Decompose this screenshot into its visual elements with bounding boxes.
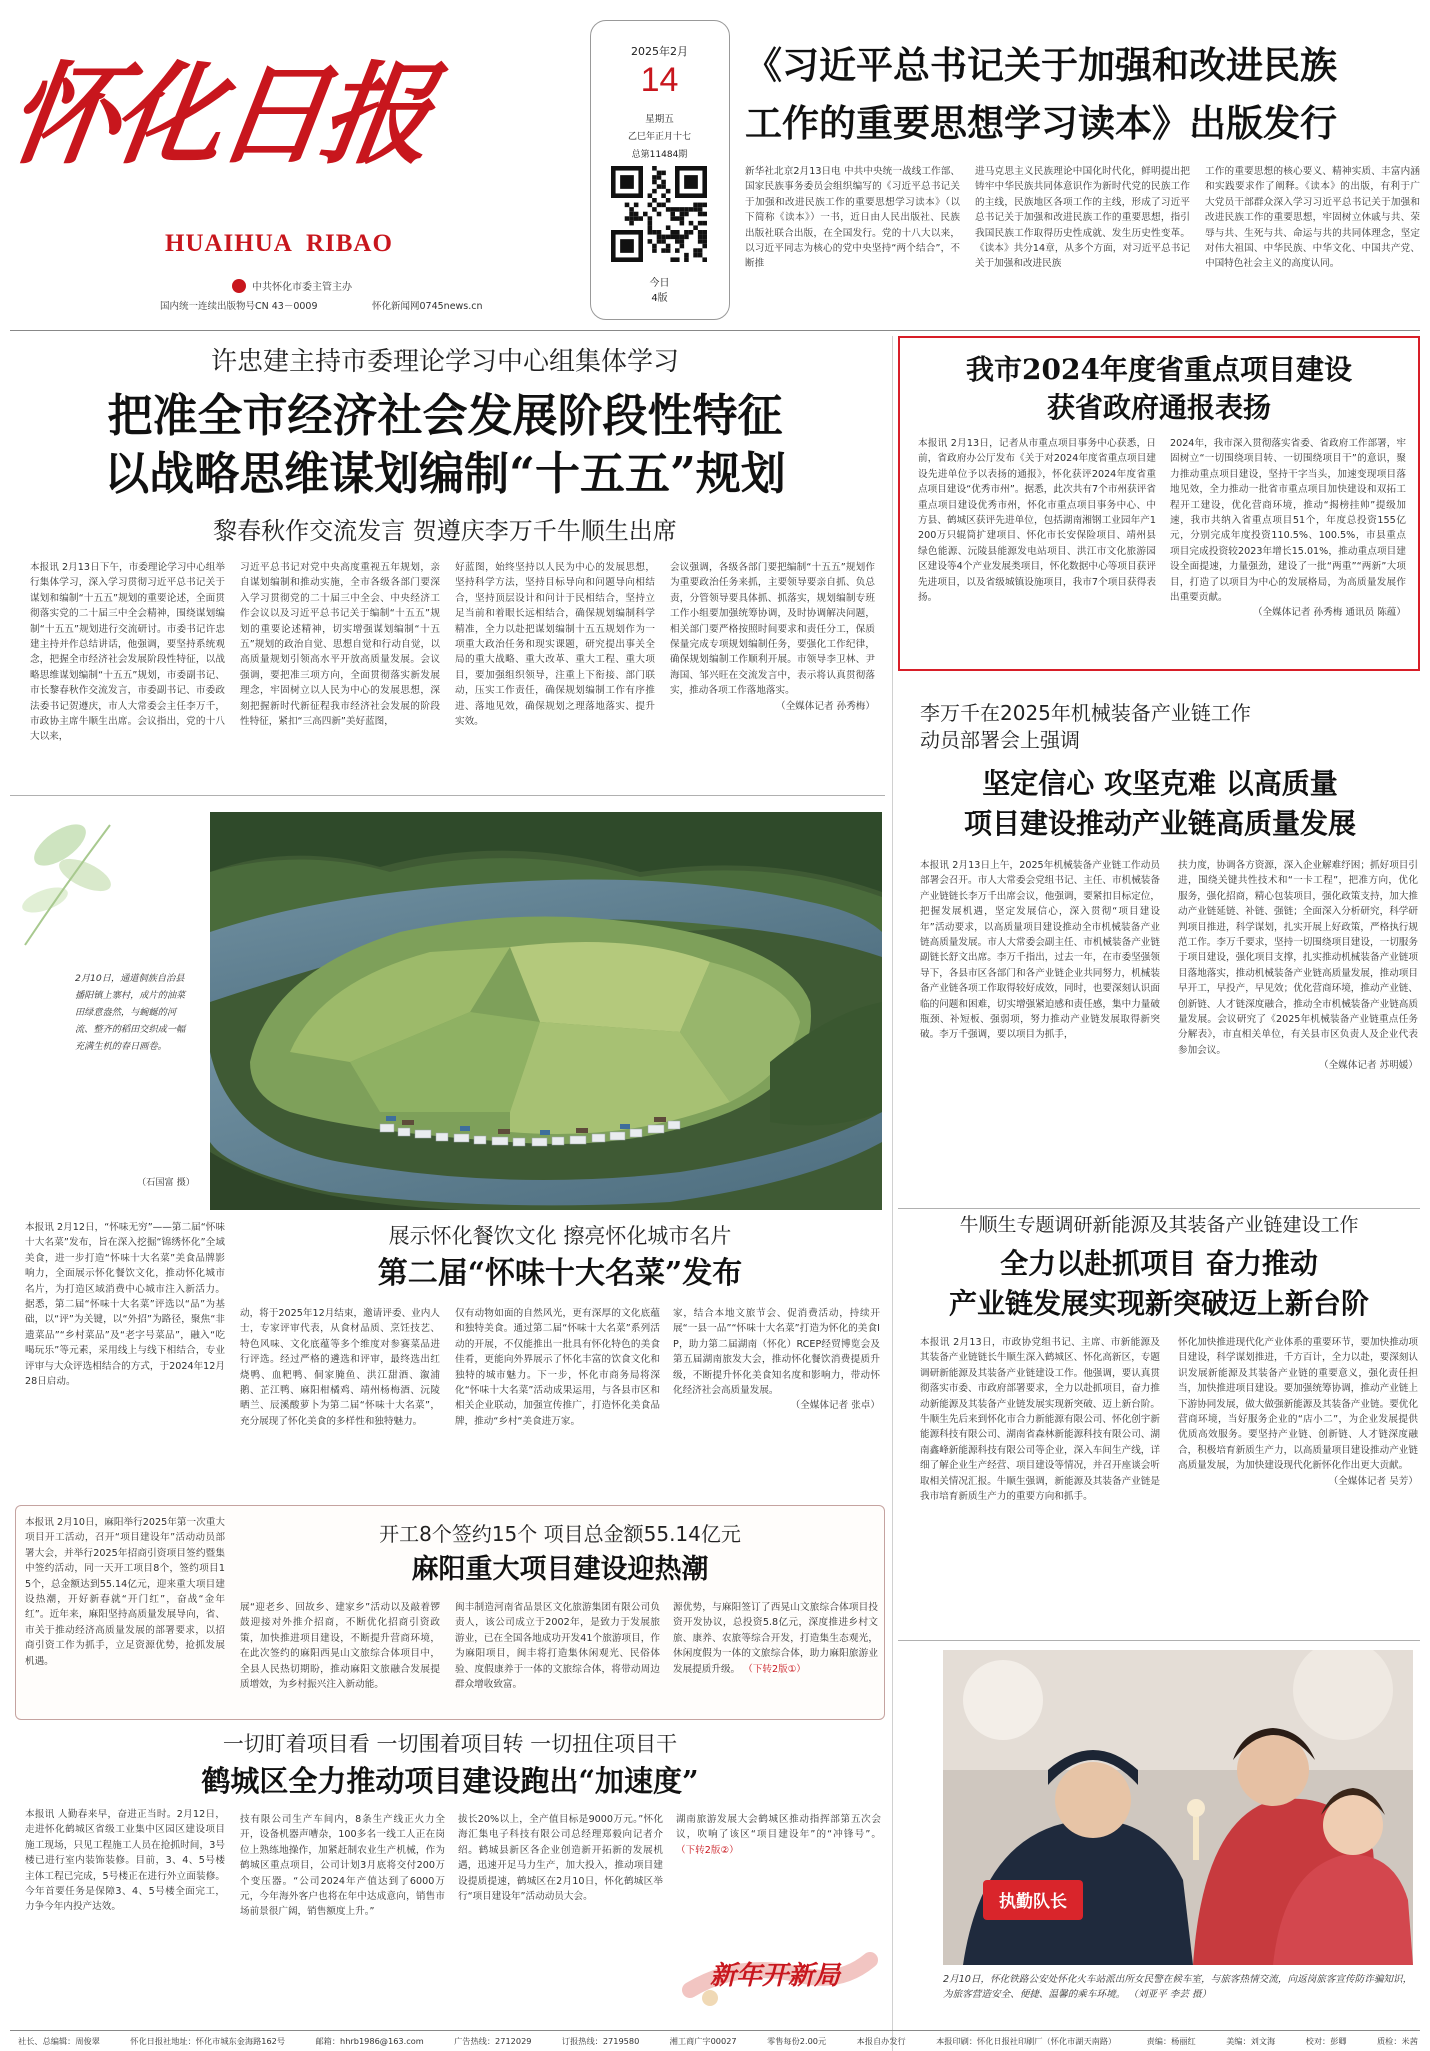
date-box	[590, 20, 730, 320]
mayang-continue-link[interactable]: （下转2版①）	[743, 1663, 806, 1675]
footer-qc: 质检：米茜	[1376, 2036, 1418, 2046]
sponsor: 中共怀化市委主管主办	[252, 282, 352, 293]
footer-email[interactable]: 邮箱：hhrb1986@163.com	[315, 2036, 424, 2046]
photo1-credit: （石国富 摄）	[136, 1177, 195, 1188]
year-month: 2025年2月	[631, 45, 688, 58]
mayang-title: 麻阳重大项目建设迎热潮	[411, 1554, 709, 1585]
day-number: 14	[640, 61, 679, 99]
study-subtitle: 黎春秋作交流发言 贺遵庆李万千牛顺生出席	[213, 517, 677, 545]
study-col4	[670, 560, 875, 778]
dish-text-3: 仅有动物如面的自然风光，更有深厚的文化底蕴和独特美食。通过第二届“怀味十大名菜”系列活动的开展，不仅能推出一批具有怀化特色的美食佳肴，更能向外界展示了怀化丰富的饮食文化和独特的城市魅力。下一步，怀化市商务局将深化“怀味十大名菜”活动成果运用，与各县市区和相关企业联动，加强宣传推广，打造怀化美食品牌，推动“乡村“美食进万家。	[455, 1308, 660, 1427]
study-credit: （全媒体记者 孙秀梅）	[776, 700, 875, 712]
dish-kicker: 展示怀化餐饮文化 擦亮怀化城市名片	[388, 1224, 732, 1248]
new-year-banner-text: 新年开新局	[710, 1961, 841, 1991]
energy-col1	[920, 1335, 1160, 1635]
dish-title: 第二届“怀味十大名菜”发布	[377, 1256, 743, 1291]
photo1-caption: 2月10日，通道侗族自治县播阳镇上寨村，成片的油菜田绿意盎然，与蜿蜒的河流、整齐的稻田交织成一幅充满生机的春日画卷。	[75, 973, 186, 1052]
masthead-rule	[10, 330, 1420, 331]
energy-title-line2: 产业链发展实现新突破迈上新台阶	[948, 1287, 1369, 1320]
study-col1	[30, 560, 225, 778]
dish-col2	[240, 1306, 440, 1494]
energy-credit: （全媒体记者 吴芳）	[1328, 1475, 1418, 1487]
hecheng-text-3: 拔长20%以上，全产值目标是9000万元。”怀化海汇集电子科技有限公司总经理郑毅向记者介绍。鹤城县新区各企业创造新开拓新的发展机遇，迅速开足马力生产，加大投入，推动项目建设提质提速，鹤城区在2月10日，怀化鹤城区举行“项目建设年”活动动员大会。	[458, 1814, 663, 1903]
footer	[18, 2034, 1418, 2048]
masthead	[0, 0, 1430, 330]
award-text-2: 2024年，我市深入贯彻落实省委、省政府工作部署，牢固树立“一切围绕项目转、一切围绕项目干”的意识，聚力推动重点项目建设，坚持干字当头，加速变现项目落地见效，全力推动一批省市重点项目加快建设和双拓工程开工建设，优化营商环境，推动“揭榜挂帅”提级加速，我市共纳入省重点项目51个，年度总投资155亿元，分别完成年度投资110.5%、100.5%，市县重点项目完成投资较2023年增长15.01%，推动重点项目建设全面提速，力量强劲，建设了一批“两重”“两新”大项目，打造了以项目为中心的发展格局，为高质量发展作出重要贡献。	[1170, 438, 1406, 604]
hecheng-title: 鹤城区全力推动项目建设跑出“加速度”	[201, 1764, 699, 1798]
machinery-text-2: 扶力度，协调各方资源，深入企业解难纾困；抓好项目引进，围绕关键共性技术和“一卡工程”，把准方向，优化服务，强化招商，精心包装项目，强化政策支持，加大推动产业链延链、补链、强链；全面深入分析研究，科学研判项目推进，科学谋划，扎实开展上好政策，严格执行规范工作。李万千要求，坚持一切围绕项目建设，一切服务于项目建设，强化项目支撑，扎实推动机械装备产业链项目落地落实，推动机械装备产业链高质量发展，推动项目早开工，早投产，早见效；优化营商环境，推动产业链、创新链、人才链深度融合，推动全市机械装备产业链高质量发展。会议研究了《2025年机械装备产业链重点任务分解表》，市直相关单位，有关县市区负责人及企业代表参加会议。	[1178, 860, 1418, 1056]
photo1-caption-box	[15, 805, 200, 1205]
award-credit: （全媒体记者 孙秀梅 通讯员 陈蕴）	[1252, 607, 1406, 619]
footer-art-editor: 美编：刘文海	[1226, 2036, 1276, 2046]
hecheng-col4	[676, 1812, 881, 1907]
machinery-text-1: 本报讯 2月13日上午，2025年机械装备产业链工作动员部署会召开。市人大常委会党组书记、主任、市机械装备产业链链长李万千出席会议，他强调，要紧扣目标定位，把握发展机遇，坚定发展信心，深入贯彻“项目建设年”活动要求，以高质量项目建设推动全市机械装备产业链高质量发展。市人大常委会副主任、市机械装备产业链副链长舒文出席。李万千指出，过去一年，在市委坚强领导下，各县市区各部门和各产业链企业共同努力，机械装备产业链各项工作取得较好成效，同时，也要深刻认识面临的问题和困难，切实增强紧迫感和责任感，集中力量破瓶颈、补短板、强弱项，努力推动产业链发展取得新突破。李万千强调，要以项目为抓手，	[920, 860, 1160, 1041]
energy-text-2: 怀化加快推进现代化产业体系的重要环节，要加快推动项目建设，科学谋划推进，千方百计，全力以赴，要深刻认识发展新能源及其装备产业链的重要意义，强化责任担当，加快推进项目建设。要加强统筹协调，推动产业链上下游协同发展，做大做强新能源及其装备产业链。要优化营商环境，当好服务企业的“店小二”，为企业发展提供优质高效服务。要坚持产业链、创新链、人才链深度融合，积极培育新质生产力，以高质量项目建设推动产业链高质量发展，为加快建设现代化新怀化作出更大贡献。	[1178, 1337, 1418, 1472]
new-year-banner	[680, 1920, 880, 2020]
dish-text-1: 本报讯 2月12日，“怀味无穷”——第二届“怀味十大名菜”发布，旨在深入挖掘“锦绣怀化”全域美食，进一步打造“怀味十大名菜”美食品牌影响力，全面展示怀化餐饮文化，推动怀化城市名片，为打造区域消费中心城市注入新活力。据悉，第二届“怀味十大名菜”评选以“品”为基础，以“评”为关键，以“外招”为路径，聚焦“非遗菜品”“乡村菜品”及“老字号菜品”，融入“吃喝玩乐”等元素，采用线上与线下相结合，专业评审与大众评选相结合的方式，于2024年12月28日启动。	[25, 1222, 225, 1388]
right-rule-b	[898, 1640, 1420, 1641]
vertical-rule-right	[892, 336, 893, 2051]
mayang-kicker: 开工8个签约15个 项目总金额55.14亿元	[379, 1522, 741, 1546]
dish-text-2: 动，将于2025年12月结束，邀请评委、业内人士，专家评审代表，从食材品质、烹饪技艺、特色风味、文化底蕴等多个维度对参赛菜品进行评选。经过严格的遴选和评审，最终选出红烧鸭、血粑鸭、侗家腌鱼、洪江甜酒、溆浦鹅、芷江鸭、麻阳柑橘鸡、靖州杨梅酒、沅陵晒兰、辰溪酸萝卜为第二届“怀味十大名菜”，充分展现了怀化美食的多样性和独特魅力。	[240, 1308, 440, 1427]
study-text-3: 好蓝图，始终坚持以人民为中心的发展思想，坚持科学方法，坚持目标导向和问题导向相结合，坚持顶层设计和问计于民相结合，坚持立足当前和着眼长远相结合，确保规划编制科学精准，全力以赴把谋划编制十五五规划作为一项重大政治任务和现实课题，研究提出事关全局的重大战略、重大改革、重大工程、重大项目，要加强组织领导，注重上下衔接、部门联动，压实工作责任，确保规划编制工作有序推进、落地见效，确保规划之理落地落实、提升实效。	[455, 562, 655, 728]
footer-editor: 社长、总编辑：周俊翠	[18, 2036, 100, 2046]
dish-col4	[673, 1306, 880, 1494]
study-text-2: 习近平总书记对党中央高度重视五年规划，亲自谋划编制和推动实施，全市各级各部门要深入学习贯彻党的二十届三中全会、中央经济工作会议以及习近平总书记关于编制“十五五”规划的重要论述精神，切实增强谋划编制“十五五”规划的政治自觉、思想自觉和行动自觉，以高质量规划引领高水平开放高质量发展。会议强调，要把准三项方向，全面贯彻落实新发展理念，牢固树立以人民为中心的发展思想，深刻把握新时代新征程我市经济社会发展的阶段性特征，紧扣“三高四新”美好蓝图，	[240, 562, 440, 728]
lead-col2: 进马克思主义民族理论中国化时代化，鲜明提出把铸牢中华民族共同体意识作为新时代党的民族工作的主线，民族地区各项工作的主线，形成了习近平总书记关于加强和改进民族工作的重要思想，指引我国民族工作取得历史性成就、发生历史性变革。《读本》共分14章，从多个方面，对习近平总书记关于加强和改进民族	[975, 166, 1190, 270]
award-title-line2: 获省政府通报表扬	[1046, 391, 1271, 424]
mayang-col2	[240, 1600, 440, 1712]
energy-kicker: 牛顺生专题调研新能源及其装备产业链建设工作	[959, 1214, 1359, 1236]
hecheng-col1	[25, 1745, 225, 2025]
mayang-text-4: 源优势，与麻阳签订了西晃山文旅综合体项目投资开发协议，总投资5.8亿元，深度推进乡村文旅、康养、农旅等综合开发，打造集生态观光，休闲度假为一体的文旅综合体，助力麻阳旅游业发展提质升级。	[673, 1602, 878, 1675]
award-col2	[1170, 436, 1406, 662]
study-col2	[240, 560, 440, 778]
dish-col3	[455, 1306, 660, 1494]
machinery-col2	[1178, 858, 1418, 1200]
lead-title-line2: 工作的重要思想学习读本》出版发行	[745, 101, 1337, 145]
footer-license: 湘工商广字00027	[669, 2036, 737, 2046]
mayang-text-1: 本报讯 2月10日，麻阳举行2025年第一次重大项目开工活动，召开“项目建设年”活动动员部署大会，并举行2025年招商引资项目签约暨集中签约活动，同一天开工项目8个，签约项目15个，总金额达到55.14亿元，迎来重大项目建设热潮，开好新春就“开门红”，奋战“金年红”。近年来，麻阳坚持高质量发展导向，省、市关于推动经济高质量发展的部署要求，以招商引资工作为抓手，立足资源优势，抢抓发展机遇。	[25, 1517, 225, 1667]
issue-number: 总第11484期	[631, 150, 688, 160]
study-text-4: 会议强调，各级各部门要把编制“十五五”规划作为重要政治任务来抓，主要领导要亲自抓、负总责，分管领导要具体抓、抓落实，规划编制专班工作小组要加强统筹协调，及时协调解决问题，相关部门要严格按照时间要求和责任分工，保质保量完成专项规划编制任务，要强化工作纪律，确保规划编制工作顺利开展。市领导李卫林、尹海国、邹兴旺在交流发言中，表示将认真贯彻落实，推动各项工作落地落实。	[670, 562, 875, 697]
energy-text-1: 本报讯 2月13日，市政协党组书记、主席、市新能源及其装备产业链链长牛顺生深入鹤城区、怀化高新区，专题调研新能源及其装备产业链建设工作。他强调，要认真贯彻落实市委、市政府部署要求，全力以赴抓项目，奋力推动新能源及其装备产业链发展实现新突破、迈上新台阶。牛顺生先后来到怀化市合力新能源有限公司、怀化创宇新能源科技有限公司、湖南省森林新能源科技有限公司、湖南鑫峰新能源科技有限公司等企业，深入车间生产线，详细了解企业生产经营、项目建设等情况，并召开座谈会听取相关情况汇报。牛顺生强调，新能源及其装备产业链是我市培育新质生产力的重要方向和抓手。	[920, 1337, 1160, 1503]
lead-title-line1: 《习近平总书记关于加强和改进民族	[745, 43, 1337, 87]
lunar-date: 乙巳年正月十七	[627, 132, 691, 142]
hecheng-col3	[458, 1812, 663, 2024]
study-kicker: 许忠建主持市委理论学习中心组集体学习	[210, 347, 679, 377]
photo2-police[interactable]	[943, 1650, 1413, 1965]
study-title-line2: 以战略思维谋划编制“十五五”规划	[104, 447, 786, 500]
footer-ad-hotline: 广告热线：2712029	[454, 2036, 532, 2046]
machinery-kicker-line1: 李万千在2025年机械装备产业链工作	[920, 701, 1251, 725]
footer-duty-editor: 责编：杨丽红	[1146, 2036, 1196, 2046]
photo2-credit: （刘亚平 李芸 摄）	[1128, 1989, 1212, 2001]
photo2-badge: 执勤队长	[999, 1892, 1067, 1912]
mayang-text-3: 闽丰制造河南省品景区文化旅游集团有限公司负责人，该公司成立于2002年，是致力于发展旅游业，已在全国各地成功开发41个旅游项目，作为麻阳项目，闽丰将打造集休闲观光、民俗体验、度假康养于一体的文旅综合体，将带动周边群众增收致富。	[455, 1602, 660, 1691]
mayang-text-2: 展“迎老乡、回故乡、建家乡”活动以及敲着锣鼓迎接对外推介招商，不断优化招商引资政策，加快推进项目建设，不断提升营商环境，在此次签约的麻阳西晃山文旅综合体项目中，全县人民热切期盼，推动麻阳文旅融合发展提质增效，为乡村振兴注入新动能。	[240, 1602, 440, 1691]
energy-col2	[1178, 1335, 1418, 1635]
masthead-title: 怀化日报	[1, 50, 436, 179]
footer-printer: 本报印刷：怀化日报社印刷厂（怀化市湖天南路）	[936, 2036, 1117, 2046]
energy-title-line1: 全力以赴抓项目 奋力推动	[1000, 1247, 1318, 1280]
lead-col3: 工作的重要思想的核心要义、精神实质、丰富内涵和实践要求作了阐释。《读本》的出版，有利于广大党员干部群众深入学习习近平总书记关于加强和改进民族工作的重要思想，牢固树立休戚与共、荣辱与共、生死与共、命运与共的共同体理念，坚定对伟大祖国、中华民族、中华文化、中国共产党、中国特色社会主义的高度认同。	[1205, 166, 1420, 270]
machinery-title-line2: 项目建设推动产业链高质量发展	[963, 807, 1356, 840]
hecheng-continue-link[interactable]: （下转2版②）	[676, 1844, 739, 1856]
hecheng-text-2: 技有限公司生产车间内，8条生产线正火力全开，设备机器声嘈杂，100多名一线工人正在岗位上熟练地操作，加紧赶制农业生产机械，作为鹤城区重点项目，公司计划3月底将交付200万个变压器。“公司2024年产值达到了6000万元，今年海外客户也将在年中达成意向，销售市场前景很广阔，销售额度上升。”	[240, 1814, 445, 1918]
masthead-pinyin: HUAIHUA RIBAO	[165, 230, 393, 257]
mayang-col1	[25, 1515, 225, 1713]
dish-text-4: 家，结合本地文旅节会、促消费活动，持续开展“一县一品”“怀味十大名菜”打造为怀化的美食IP，助力第二届湖南（怀化）RCEP经贸博览会及第五届湖南旅发大会，推动怀化餐饮消费提质升级，不断提升怀化美食知名度和影响力，带动怀化经济社会高质量发展。	[673, 1308, 880, 1397]
study-title-line1: 把准全市经济社会发展阶段性特征	[107, 389, 783, 442]
footer-proofreader: 校对：彭卿	[1305, 2036, 1347, 2046]
cn-number: 国内统一连续出版物号CN 43－0009	[160, 301, 318, 312]
mayang-col4	[673, 1600, 878, 1712]
footer-rule	[10, 2030, 1420, 2031]
dish-credit: （全媒体记者 张卓）	[790, 1400, 880, 1412]
photo2-caption: 2月10日，怀化铁路公安处怀化火车站派出所女民警在候车室，与旅客热情交流，向返岗旅客宣传防诈骗知识，为旅客营造安全、便捷、温馨的乘车环境。	[943, 1974, 1413, 2001]
award-col1	[918, 436, 1156, 662]
right-rule-a	[898, 1208, 1420, 1209]
machinery-col1	[920, 858, 1160, 1200]
page-count: 今日 4版	[649, 278, 670, 304]
hecheng-col2	[240, 1812, 445, 2024]
lead-col1: 新华社北京2月13日电 中共中央统一战线工作部、国家民族事务委员会组织编写的《习近平总书记关于加强和改进民族工作的重要思想学习读本》（以下简称《读本》）一书，近日由人民出版社、民族出版社联合出版，在全国发行。党的十八大以来，以习近平同志为核心的党中央坚持“两个结合”，不断推	[745, 166, 960, 270]
machinery-kicker-line2: 动员部署会上强调	[920, 728, 1080, 752]
hecheng-kicker: 一切盯着项目看 一切围着项目转 一切扭住项目干	[222, 1732, 678, 1756]
photo1-landscape[interactable]	[210, 812, 882, 1210]
qr-code[interactable]	[611, 166, 707, 262]
footer-distribution: 本报自办发行	[856, 2036, 906, 2046]
photo2-caption-box	[943, 1972, 1413, 2030]
machinery-title-line1: 坚定信心 攻坚克难 以高质量	[982, 767, 1338, 800]
study-col3	[455, 560, 655, 778]
hecheng-text-1: 本报讯 人勤春来早，奋进正当时。2月12日，走进怀化鹤城区省级工业集中区园区建设项目施工现场，只见工程施工人员在抢抓时间，3号楼已进行室内装饰装修。目前，3、4、5号楼主体工程已完成，5号楼正在进行外立面装修。今年首要任务是保障3、4、5号楼全面完工，力争今年内投产达效。	[25, 1809, 225, 1913]
award-title-line1: 我市2024年度省重点项目建设	[966, 353, 1352, 386]
website: 怀化新闻网0745news.cn	[372, 301, 483, 312]
weekday: 星期五	[645, 114, 674, 125]
footer-address: 怀化日报社地址：怀化市城东金海路162号	[130, 2036, 286, 2046]
footer-price: 零售每份2.00元	[767, 2036, 827, 2046]
left-rule-a	[10, 795, 885, 796]
hecheng-text-4: 湖南旅游发展大会鹤城区推动指挥部第五次会议，吹响了该区“项目建设年”的“冲锋号”。	[676, 1814, 881, 1841]
mayang-col3	[455, 1600, 660, 1712]
sponsor-logo	[232, 279, 246, 293]
machinery-credit: （全媒体记者 苏明媛）	[1319, 1060, 1418, 1072]
study-text-1: 本报讯 2月13日下午，市委理论学习中心组举行集体学习，深入学习贯彻习近平总书记关于谋划和编制“十五五”规划的重要论述，全面贯彻落实党的二十届三中全会精神，围绕谋划编制“十五五”规划进行交流研讨。市委书记许忠建主持并作总结讲话，他强调，要坚持系统观念，把握全市经济社会发展阶段性特征，以战略思维谋划编制“十五五”规划，市委副书记、市长黎春秋作交流发言，市委副书记、市委政法委书记贺遵庆，市人大常委会主任李万千，市政协主席牛顺生出席。会议指出，党的十八大以来，	[30, 562, 225, 743]
footer-subscribe-hotline: 订报热线：2719580	[561, 2036, 640, 2046]
dish-col1	[25, 1220, 225, 1495]
leaf-decoration-icon	[15, 805, 125, 955]
award-text-1: 本报讯 2月13日，记者从市重点项目事务中心获悉，日前，省政府办公厅发布《关于对2024年度省重点项目建设先进单位予以表扬的通报》，怀化获评2024年度省重点项目建设“优秀市州”。据悉，此次共有7个市州获评省重点项目建设优秀市州，怀化市重点项目事务中心、中方县、鹤城区获评先进单位，包括湖南湘钢工业园年产1200万只辊筒扩建项目、怀化市长安保险项目、靖州县绿色能源、沅陵县能源发电站项目、洪江市文化旅游园区建设等4个产业发展类项目，怀化数据中心等项目获评先进项目，以及省级城镇设施项目，我市7个项目获得表扬。	[918, 438, 1156, 604]
